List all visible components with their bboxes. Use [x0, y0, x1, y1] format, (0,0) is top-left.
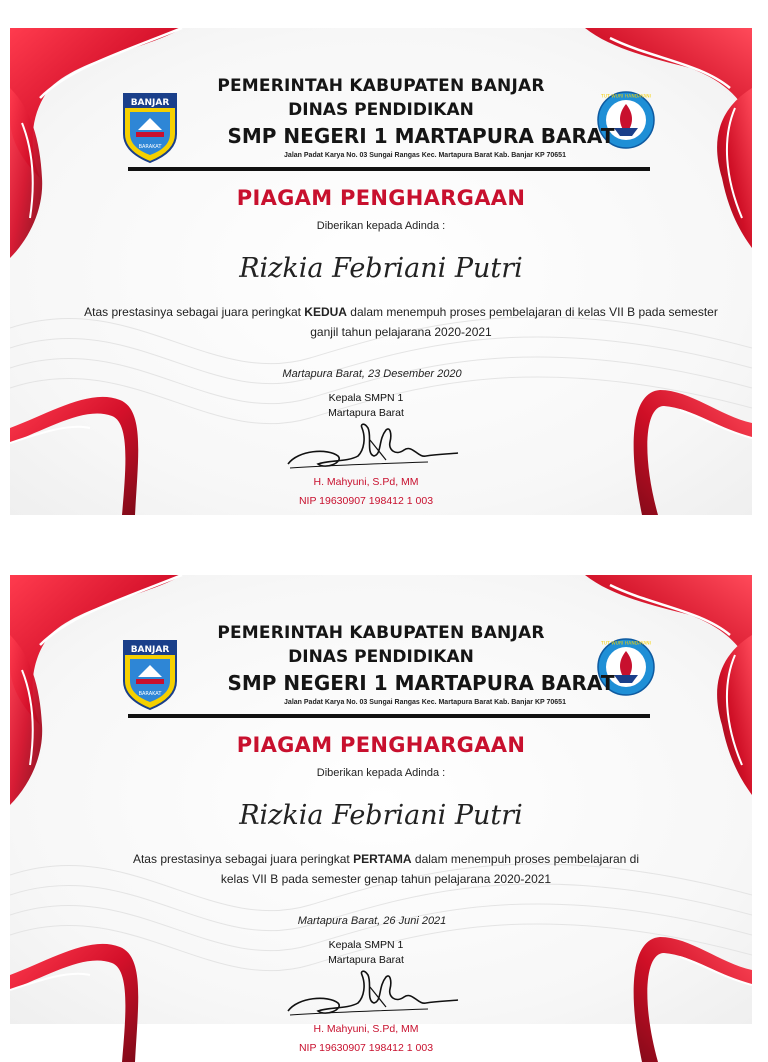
given-to-label: Diberikan kepada Adinda : [316, 767, 446, 779]
place-date: Martapura Barat, 26 Juni 2021 [297, 915, 447, 927]
certificate-2 [10, 575, 752, 1054]
letterhead-line-2: DINAS PENDIDIKAN [288, 647, 474, 667]
signer-nip: NIP 19630907 198412 1 003 [298, 1042, 434, 1054]
letterhead-line-2: DINAS PENDIDIKAN [288, 100, 474, 120]
description-prefix: Atas prestasinya sebagai juara peringkat [84, 305, 305, 319]
school-address: Jalan Padat Karya No. 03 Sungai Rangas Kec. Martapura Barat Kab. Banjar KP 70651 [284, 152, 566, 159]
letterhead-rule [128, 714, 650, 718]
signer-role-line-2: Martapura Barat [328, 407, 404, 419]
letterhead-line-1: PEMERINTAH KABUPATEN BANJAR [217, 623, 545, 643]
banjar-logo-text: BANJAR [130, 645, 170, 655]
place-date: Martapura Barat, 23 Desember 2020 [282, 368, 462, 380]
signer-name: H. Mahyuni, S.Pd, MM [313, 1023, 419, 1035]
signature-icon [278, 967, 478, 1029]
description-suffix: dalam menempuh proses pembelajaran di kelas VII B pada semester genap tahun pelajarana 2020-2021 [220, 852, 640, 886]
recipient-name: Rizkia Febriani Putri [239, 253, 523, 284]
tut-wuri-logo-text: TUT WURI HANDAYANI [601, 94, 651, 100]
rank-text: PERTAMA [353, 852, 412, 866]
banjar-logo-motto: BARAKAT [138, 691, 162, 697]
letterhead-line-1: PEMERINTAH KABUPATEN BANJAR [217, 76, 545, 96]
tut-wuri-logo-text: TUT WURI HANDAYANI [601, 641, 651, 647]
banjar-logo-text: BANJAR [130, 98, 170, 108]
certificate-1 [10, 28, 752, 515]
description-prefix: Atas prestasinya sebagai juara peringkat [132, 852, 354, 866]
certificate-title: PIAGAM PENGHARGAAN [236, 733, 526, 757]
given-to-label: Diberikan kepada Adinda : [316, 220, 446, 232]
description-suffix: dalam menempuh proses pembelajaran di kelas VII B pada semester ganjil tahun pelajarana 2020-2021 [310, 305, 718, 339]
certificate-title: PIAGAM PENGHARGAAN [236, 186, 526, 210]
letterhead-rule [128, 167, 650, 171]
banjar-logo-motto: BARAKAT [138, 144, 162, 150]
signer-role-line-1: Kepala SMPN 1 [328, 939, 404, 951]
recipient-name: Rizkia Febriani Putri [239, 800, 523, 831]
achievement-description [80, 302, 722, 342]
school-name: SMP NEGERI 1 MARTAPURA BARAT [227, 671, 615, 695]
school-name: SMP NEGERI 1 MARTAPURA BARAT [227, 124, 615, 148]
signer-nip: NIP 19630907 198412 1 003 [298, 495, 434, 507]
signer-role-line-1: Kepala SMPN 1 [328, 392, 404, 404]
signer-role-line-2: Martapura Barat [328, 954, 404, 966]
rank-text: KEDUA [304, 305, 347, 319]
school-address: Jalan Padat Karya No. 03 Sungai Rangas Kec. Martapura Barat Kab. Banjar KP 70651 [284, 699, 566, 706]
signer-name: H. Mahyuni, S.Pd, MM [313, 476, 419, 488]
achievement-description [130, 849, 642, 889]
signature-icon [278, 420, 478, 482]
